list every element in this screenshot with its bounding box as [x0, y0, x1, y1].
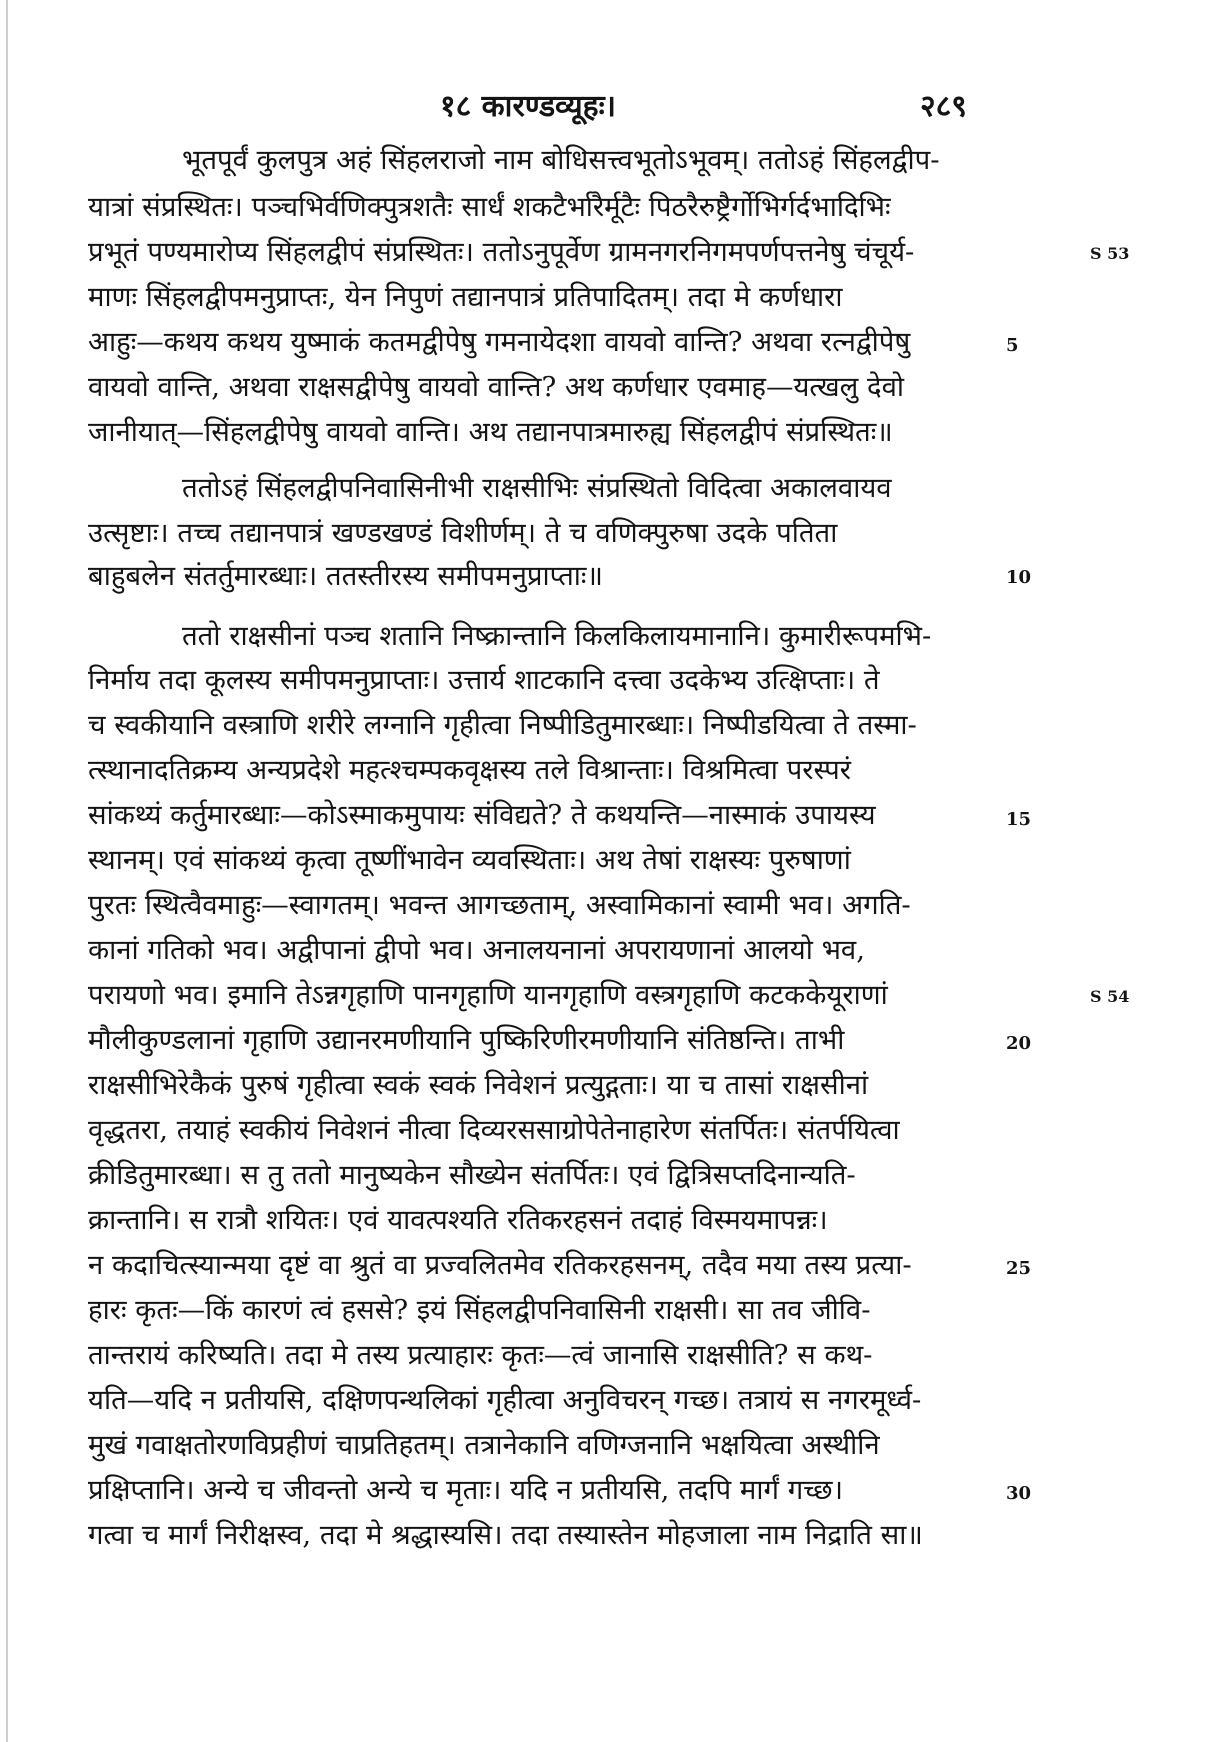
- side-reference: S 54: [1090, 987, 1130, 1006]
- page-edge: [6, 0, 8, 1742]
- line-number: 20: [1006, 1033, 1032, 1054]
- text-line: उत्सृष्टाः। तच्च तद्यानपात्रं खण्डखण्डं विशीर्णम्। ते च वणिक्पुरुषा उदके पतिता: [88, 517, 838, 549]
- line-number: 5: [1006, 335, 1019, 356]
- line-number: 30: [1006, 1483, 1032, 1504]
- text-line: क्रान्तानि। स रात्रौ शयितः। एवं यावत्पश्यति रतिकरहसनं तदाहं विस्मयमापन्नः।: [88, 1204, 828, 1236]
- text-line: यति—यदि न प्रतीयसि, दक्षिणपन्थलिकां गृहीत्वा अनुविचरन् गच्छ। तत्रायं स नगरमूर्ध्व-: [88, 1384, 922, 1416]
- text-line: कानां गतिको भव। अद्वीपानां द्वीपो भव। अनालयनानां अपरायणानां आलयो भव,: [88, 934, 865, 966]
- text-line: जानीयात्—सिंहलद्वीपेषु वायवो वान्ति। अथ तद्यानपात्रमारुह्य सिंहलद्वीपं संप्रस्थितः॥: [88, 416, 893, 448]
- text-line: परायणो भव। इमानि तेऽन्नगृहाणि पानगृहाणि यानगृहाणि वस्त्रगृहाणि कटककेयूराणां: [88, 979, 888, 1011]
- text-line: माणः सिंहलद्वीपमनुप्राप्तः, येन निपुणं तद्यानपात्रं प्रतिपादितम्। तदा मे कर्णधारा: [88, 281, 843, 313]
- text-line: तान्तरायं करिष्यति। तदा मे तस्य प्रत्याहारः कृतः—त्वं जानासि राक्षसीति? स कथ-: [88, 1339, 873, 1371]
- text-line: निर्माय तदा कूलस्य समीपमनुप्राप्ताः। उत्तार्य शाटकानि दत्त्वा उदकेभ्य उत्क्षिप्ताः। ते: [88, 664, 880, 696]
- text-line: च स्वकीयानि वस्त्राणि शरीरे लग्नानि गृहीत्वा निष्पीडितुमारब्धाः। निष्पीडयित्वा ते तस्मा-: [88, 709, 917, 741]
- text-line: प्रक्षिप्तानि। अन्ये च जीवन्तो अन्ये च मृताः। यदि न प्रतीयसि, तदपि मार्गं गच्छ।: [88, 1474, 843, 1506]
- line-number: 15: [1006, 809, 1032, 830]
- line-number: 25: [1006, 1258, 1032, 1279]
- text-line: त्स्थानादतिक्रम्य अन्यप्रदेशे महत्श्चम्पकवृक्षस्य तले विश्रान्ताः। विश्रमित्वा परस्परं: [88, 754, 852, 786]
- text-line: वायवो वान्ति, अथवा राक्षसद्वीपेषु वायवो वान्ति? अथ कर्णधार एवमाह—यत्खलु देवो: [88, 371, 905, 403]
- text-line: मुखं गवाक्षतोरणविप्रहीणं चाप्रतिहतम्। तत्रानेकानि वणिग्जनानि भक्षयित्वा अस्थीनि: [88, 1429, 880, 1461]
- text-line: हारः कृतः—किं कारणं त्वं हससे? इयं सिंहलद्वीपनिवासिनी राक्षसी। सा तव जीवि-: [88, 1294, 871, 1326]
- text-line: प्रभूतं पण्यमारोप्य सिंहलद्वीपं संप्रस्थितः। ततोऽनुपूर्वेण ग्रामनगरनिगमपर्णपत्तनेषु चंचूर्य-: [88, 236, 915, 268]
- text-line: बाहुबलेन संतर्तुमारब्धाः। ततस्तीरस्य समीपमनुप्राप्ताः॥: [88, 560, 603, 592]
- running-header: [0, 80, 1232, 124]
- text-line: गत्वा च मार्गं निरीक्षस्व, तदा मे श्रद्धास्यसि। तदा तस्यास्तेन मोहजाला नाम निद्राति सा॥: [88, 1519, 923, 1551]
- text-line: यात्रां संप्रस्थितः। पञ्चभिर्वणिक्पुत्रशतैः सार्धं शकटैर्भारैर्मूटैः पिठरैरुष्ट्रैर्गोभिर्गर्दभादिभिः: [88, 191, 891, 223]
- text-line: स्थानम्। एवं सांकथ्यं कृत्वा तूष्णींभावेन व्यवस्थिताः। अथ तेषां राक्षस्यः पुरुषाणां: [88, 844, 851, 876]
- line-number: 10: [1006, 567, 1032, 588]
- text-line: पुरतः स्थित्वैवमाहुः—स्वागतम्। भवन्त आगच्छताम्, अस्वामिकानां स्वामी भव। अगति-: [88, 889, 911, 921]
- text-line: क्रीडितुमारब्धा। स तु ततो मानुष्यकेन सौख्येन संतर्पितः। एवं द्वित्रिसप्तदिनान्यति-: [88, 1159, 856, 1191]
- text-line: मौलीकुण्डलानां गृहाणि उद्यानरमणीयानि पुष्किरिणीरमणीयानि संतिष्ठन्ति। ताभी: [88, 1024, 845, 1056]
- text-line: राक्षसीभिरेकैकं पुरुषं गृहीत्वा स्वकं स्वकं निवेशनं प्रत्युद्गताः। या च तासां राक्षसीनां: [88, 1069, 869, 1101]
- chapter-title: १८ कारण्डव्यूहः।: [440, 89, 617, 124]
- text-line: ततो राक्षसीनां पञ्च शतानि निष्क्रान्तानि किलकिलायमानानि। कुमारीरूपमभि-: [182, 620, 932, 652]
- text-line: ततोऽहं सिंहलद्वीपनिवासिनीभी राक्षसीभिः संप्रस्थितो विदित्वा अकालवायव: [182, 472, 892, 504]
- text-line: भूतपूर्वं कुलपुत्र अहं सिंहलराजो नाम बोधिसत्त्वभूतोऽभूवम्। ततोऽहं सिंहलद्वीप-: [182, 144, 940, 176]
- text-line: वृद्धतरा, तयाहं स्वकीयं निवेशनं नीत्वा दिव्यरससाग्रोपेतेनाहारेण संतर्पितः। संतर्पयित्वा: [88, 1114, 900, 1146]
- text-line: सांकथ्यं कर्तुमारब्धाः—कोऽस्माकमुपायः संविद्यते? ते कथयन्ति—नास्माकं उपायस्य: [88, 799, 876, 831]
- text-line: न कदाचित्स्यान्मया दृष्टं वा श्रुतं वा प्रज्वलितमेव रतिकरहसनम्, तदैव मया तस्य प्रत्या-: [88, 1249, 912, 1281]
- side-reference: S 53: [1090, 244, 1130, 263]
- page-number: २८९: [920, 89, 967, 124]
- text-line: आहुः—कथय कथय युष्माकं कतमद्वीपेषु गमनायेदशा वायवो वान्ति? अथवा रत्नद्वीपेषु: [88, 326, 911, 358]
